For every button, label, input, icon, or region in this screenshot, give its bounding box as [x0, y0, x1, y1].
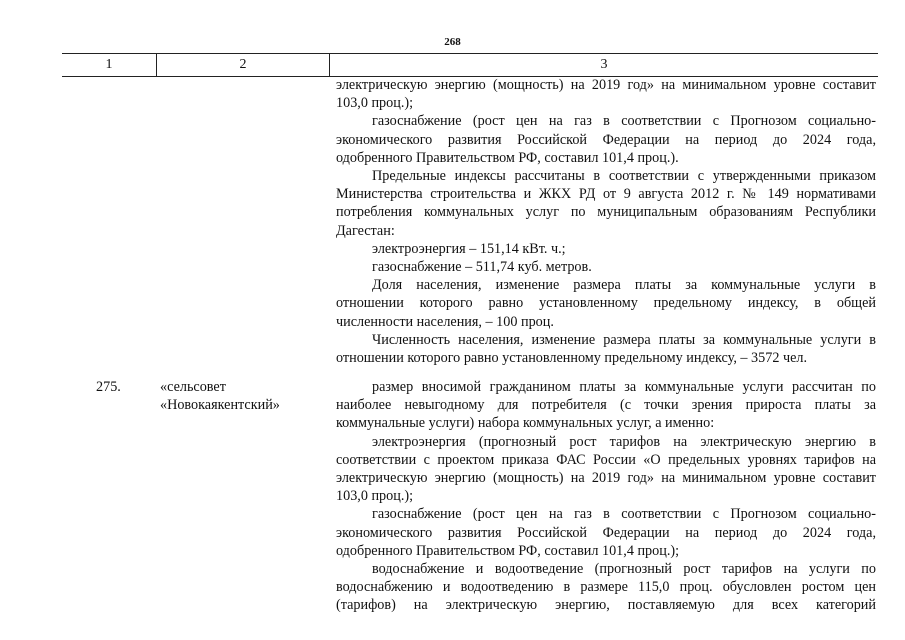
text-line: (тарифов) на электрическую энергию, поставляемую для всех категорий	[336, 597, 876, 614]
table-header	[62, 53, 878, 77]
text-line: экономического развития Российской Федерации на период до 2024 года,	[336, 524, 876, 541]
text-line: водоснабжению и водоотведению в размере 115,0 проц. обусловлен ростом цен	[336, 579, 876, 596]
text-line: Дагестан:	[336, 222, 395, 239]
page-number: 268	[444, 36, 461, 48]
text-line: газоснабжение – 511,74 куб. метров.	[372, 259, 592, 276]
municipality-name	[160, 378, 280, 414]
row-number: 275.	[96, 379, 121, 395]
text-line: 103,0 проц.);	[336, 95, 414, 112]
text-line: электрическую энергию (мощность) на 2019 год» на минимальном уровне составит	[336, 77, 876, 93]
text-line: одобренного Правительством РФ, составил 101,4 проц.);	[336, 542, 680, 559]
continued-text-block	[336, 76, 876, 367]
text-line: соответствии с проектом приказа ФАС России «О предельных уровнях тарифов на	[336, 451, 876, 468]
text-line: электроэнергия (прогнозный рост тарифов на электрическую энергию в	[372, 433, 876, 450]
municipality-name-line: «Новокаякентский»	[160, 397, 280, 414]
text-line: Предельные индексы рассчитаны в соответствии с утвержденными приказом	[372, 168, 876, 185]
row-275-text-block	[336, 378, 876, 615]
text-line: отношении которого равно установленному предельному индексу, в общей	[336, 295, 876, 312]
text-line: размер вносимой гражданином платы за коммунальные услуги рассчитан по	[372, 379, 876, 395]
text-line: 103,0 проц.);	[336, 488, 414, 505]
text-line: экономического развития Российской Федерации на период до 2024 года,	[336, 131, 876, 148]
text-line: одобренного Правительством РФ, составил 101,4 проц.).	[336, 149, 679, 166]
text-line: наиболее невыгодному для потребителя (с точки зрения прироста платы за	[336, 397, 876, 414]
text-line: газоснабжение (рост цен на газ в соответствии с Прогнозом социально-	[372, 113, 876, 130]
text-line: потребления коммунальных услуг по муниципальным образованиям Республики	[336, 204, 876, 221]
header-col-2: 2	[157, 54, 330, 76]
text-line: Численность населения, изменение размера платы за коммунальные услуги в	[372, 331, 876, 348]
header-col-1: 1	[62, 54, 157, 76]
header-col-3: 3	[600, 57, 608, 72]
text-line: Министерства строительства и ЖКХ РД от 9 августа 2012 г. № 149 нормативами	[336, 186, 876, 203]
text-line: коммунальные услуги) набора коммунальных услуг, а именно:	[336, 415, 715, 432]
municipality-name-line: «сельсовет	[160, 379, 226, 395]
text-line: газоснабжение (рост цен на газ в соответствии с Прогнозом социально-	[372, 506, 876, 523]
text-line: отношении которого равно установленному предельному индексу, – 3572 чел.	[336, 350, 808, 367]
text-line: водоснабжение и водоотведение (прогнозный рост тарифов на услуги по	[372, 561, 876, 578]
text-line: электрическую энергию (мощность) на 2019 год» на минимальном уровне составит	[336, 470, 876, 487]
text-line: электроэнергия – 151,14 кВт. ч.;	[372, 240, 566, 257]
text-line: численности населения, – 100 проц.	[336, 313, 554, 330]
text-line: Доля населения, изменение размера платы за коммунальные услуги в	[372, 277, 876, 294]
